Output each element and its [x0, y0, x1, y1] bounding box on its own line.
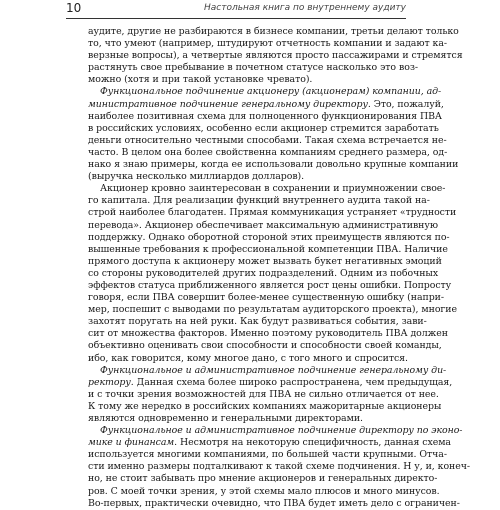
line-text: вышенные требования к профессиональной компетенции ПВА. Наличие [88, 243, 448, 255]
text-line [88, 461, 471, 473]
paragraph [88, 26, 463, 86]
italic-heading: Функциональное и административное подчинение директору по эконо- [100, 425, 463, 437]
text-line [88, 425, 463, 437]
line-text: (выручка несколько миллиардов долларов). [88, 171, 305, 183]
line-text: прямого доступа к акционеру может вызвать букет негативных эмоций [88, 255, 442, 267]
line-text: сти именно размеры подталкивают к такой схеме подчинения. Н у, и, конеч- [88, 461, 471, 473]
text-line [88, 267, 439, 280]
text-line [88, 413, 418, 425]
line-text: сит от множества факторов. Именно поэтому руководитель ПВА должен [88, 328, 448, 340]
text-line [88, 62, 418, 74]
line-text: со стороны руководителей других подразделений. Одним из побочных [88, 267, 439, 279]
text-line [88, 316, 427, 328]
text-line [88, 437, 451, 449]
page-number: 10 [66, 1, 82, 15]
line-text: го капитала. Для реализации функций внутреннего аудита такой на- [88, 195, 430, 207]
line-text: К тому же нередко в российских компаниях мажоритарные акционеры [88, 400, 442, 412]
text-line [88, 86, 442, 98]
line-text: наиболее позитивная схема для полноценного функционирования ПВА [88, 110, 442, 122]
line-text: то, что умеют (например, штудируют отчетность компании и задают ка- [88, 38, 447, 50]
text-line [88, 364, 447, 377]
line-text: растянуть свое пребывание в почетном статусе насколько это воз- [88, 62, 418, 74]
text-line [88, 171, 418, 183]
text-line [88, 134, 447, 147]
page-body [88, 26, 471, 510]
paragraph [88, 183, 457, 364]
italic-heading: Функциональное и административное подчинение генеральному ди- [100, 364, 447, 376]
line-text: Это, пожалуй, [370, 98, 444, 110]
text-line [88, 400, 442, 413]
text-line [88, 292, 444, 304]
paragraph [88, 425, 471, 510]
line-text: Несмотря на некоторую специфичность, данная схема [177, 437, 451, 449]
line-text: строй наиболее благодатен. Прямая коммуникация устраняет «трудности [88, 207, 457, 219]
line-text: верзные вопросы), а четвертые являются просто пассажирами и стремятся [88, 50, 463, 62]
line-text: аудите, другие не разбираются в бизнесе компании, третьи делают только [88, 26, 459, 37]
text-line [88, 376, 453, 389]
text-line [88, 388, 439, 401]
line-text: нако я знаю примеры, когда ее использовали довольно крупные компании [88, 159, 459, 171]
line-text: поддержку. Однако оборотной стороной этих преимуществ являются по- [88, 231, 450, 243]
text-line [88, 110, 442, 123]
text-line [88, 328, 448, 340]
paragraph [88, 364, 453, 425]
line-text: объективно оценивать свои способности и способности своей команды, [88, 340, 442, 352]
line-text: говоря, если ПВА совершит более-менее существенную ошибку (напри- [88, 292, 444, 304]
text-line [88, 231, 450, 244]
text-line [88, 353, 418, 365]
line-text: но, не стоит забывать про мнение акционеров и генеральных директо- [88, 473, 438, 485]
text-line [88, 74, 418, 86]
text-line [88, 26, 459, 38]
text-line [88, 195, 430, 207]
line-text: мер, поспешит с выводами по результатам аудиторского проекта), многие [88, 304, 457, 316]
text-line [88, 304, 457, 316]
text-line [88, 255, 442, 268]
text-line [88, 243, 448, 256]
text-line [88, 146, 448, 159]
text-line [88, 473, 438, 485]
text-line [88, 98, 444, 111]
line-text: эффектов статуса приближенного является рост цены ошибки. Попросту [88, 279, 452, 291]
line-text: используется многими компаниями, по большей части крупными. Отча- [88, 449, 447, 461]
page-header [66, 0, 406, 19]
line-text: Акционер кровно заинтересован в сохранении и приумножении свое- [100, 183, 446, 195]
text-line [88, 340, 442, 352]
italic-heading: Функциональное подчинение акционеру (акционерам) компании, ад- [100, 86, 442, 98]
line-text: и с точки зрения возможностей для ПВА не сильно отличается от нее. [88, 388, 439, 400]
text-line [88, 122, 439, 135]
line-text: Данная схема более широко распространена, чем предыдущая, [133, 376, 453, 388]
italic-heading: министративное подчинение генеральному директору. [88, 98, 371, 110]
text-line [88, 485, 440, 498]
text-line [88, 38, 447, 50]
line-text: можно (хотя и при такой установке чревато). [88, 74, 313, 86]
line-text: Во-первых, практически очевидно, что ПВА будет иметь дело с ограничен- [88, 497, 460, 509]
text-line [88, 497, 460, 510]
italic-heading: мике и финансам. [88, 437, 178, 449]
line-text: в российских условиях, особенно если акционер стремится заработать [88, 122, 439, 134]
text-line [88, 159, 459, 171]
italic-heading: ректору. [88, 376, 134, 388]
line-text: ибо, как говорится, кому многое дано, с того много и спросится. [88, 352, 408, 364]
text-line [88, 449, 447, 461]
line-text: захотят поругать на ней руки. Как будут развиваться события, зави- [88, 316, 427, 328]
running-title: Настольная книга по внутреннему аудиту [203, 3, 406, 13]
text-line [88, 219, 438, 232]
paragraph [88, 86, 459, 183]
text-line [88, 183, 446, 195]
line-text: деньги относительно честными способами. Такая схема встречается не- [88, 134, 447, 146]
line-text: ров. С моей точки зрения, у этой схемы мало плюсов и много минусов. [88, 485, 440, 497]
text-line [88, 279, 452, 292]
line-text: часто. В целом она более свойственна компаниям среднего размера, од- [88, 146, 448, 158]
line-text: являются одновременно и генеральными директорами. [88, 413, 363, 424]
text-line [88, 207, 457, 219]
line-text: перевода». Акционер обеспечивает максимальную административную [88, 219, 438, 231]
text-line [88, 50, 463, 62]
